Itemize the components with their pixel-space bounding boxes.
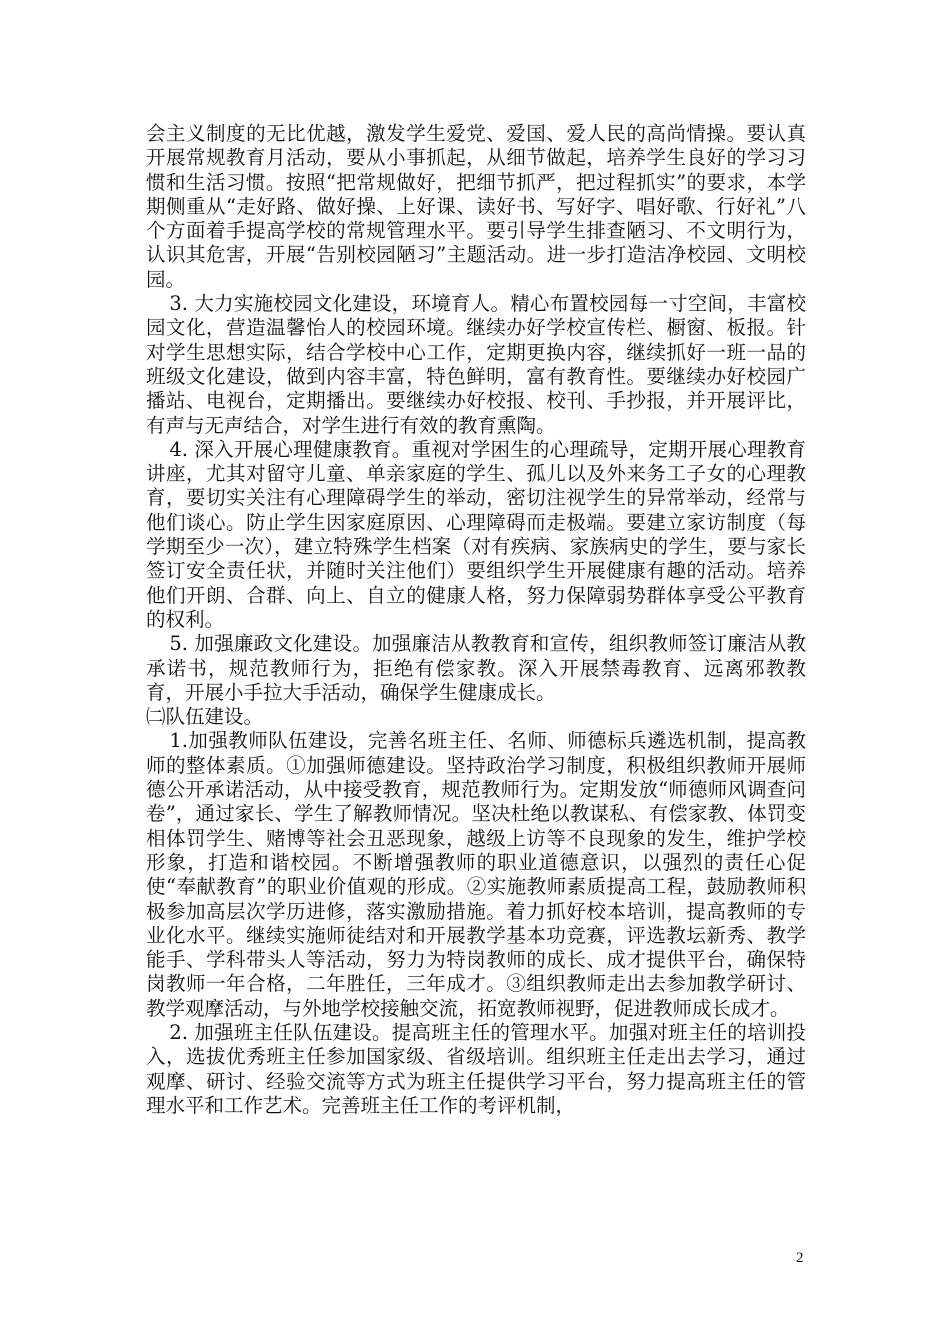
- page-number: 2: [796, 1250, 804, 1266]
- paragraph-head-teacher-team: 2. 加强班主任队伍建设。提高班主任的管理水平。加强对班主任的培训投入，选拔优秀班主任参加国家级、省级培训。组织班主任走出去学习，通过观摩、研讨、经验交流等方式为班主任提供学习平台，努力提高班主任的管理水平和工作艺术。完善班主任工作的考评机制，: [146, 1020, 806, 1117]
- document-body: [146, 122, 806, 1118]
- paragraph-mental-health: 4. 深入开展心理健康教育。重视对学困生的心理疏导，定期开展心理教育讲座，尤其对留守儿童、单亲家庭的学生、孤儿以及外来务工子女的心理教育，要切实关注有心理障碍学生的举动，密切注视学生的异常举动，经常与他们谈心。防止学生因家庭原因、心理障碍而走极端。要建立家访制度（每学期至少一次），建立特殊学生档案（对有疾病、家族病史的学生，要与家长签订安全责任状，并随时关注他们）要组织学生开展健康有趣的活动。培养他们开朗、合群、向上、自立的健康人格，努力保障弱势群体享受公平教育的权利。: [146, 437, 806, 631]
- section-heading-team-building: ㈡队伍建设。: [146, 705, 264, 729]
- paragraph-teacher-team: 1.加强教师队伍建设，完善名班主任、名师、师德标兵遴选机制，提高教师的整体素质。①加强师德建设。坚持政治学习制度，积极组织教师开展师德公开承诺活动，从中接受教育，规范教师行为。定期发放“师德师风调查问卷”，通过家长、学生了解教师情况。坚决杜绝以教谋私、有偿家教、体罚变相体罚学生、赌博等社会丑恶现象，越级上访等不良现象的发生，维护学校形象，打造和谐校园。不断增强教师的职业道德意识，以强烈的责任心促使“奉献教育”的职业价值观的形成。②实施教师素质提高工程，鼓励教师积极参加高层次学历进修，落实激励措施。着力抓好校本培训，提高教师的专业化水平。继续实施师徒结对和开展教学基本功竞赛，评选教坛新秀、教学能手、学科带头人等活动，努力为特岗教师的成长、成才提供平台，确保特岗教师一年合格，二年胜任，三年成才。③组织教师走出去参加教学研讨、教学观摩活动，与外地学校接触交流，拓宽教师视野，促进教师成长成才。: [146, 729, 806, 1020]
- paragraph-campus-culture: 3. 大力实施校园文化建设，环境育人。精心布置校园每一寸空间，丰富校园文化，营造温馨怡人的校园环境。继续办好学校宣传栏、橱窗、板报。针对学生思想实际，结合学校中心工作，定期更换内容，继续抓好一班一品的班级文化建设，做到内容丰富，特色鲜明，富有教育性。要继续办好校园广播站、电视台，定期播出。要继续办好校报、校刊、手抄报，并开展评比，有声与无声结合，对学生进行有效的教育熏陶。: [146, 292, 806, 437]
- paragraph-integrity-culture: 5. 加强廉政文化建设。加强廉洁从教教育和宣传，组织教师签订廉洁从教承诺书，规范教师行为，拒绝有偿家教。深入开展禁毒教育、远离邪教教育，开展小手拉大手活动，确保学生健康成长。: [146, 632, 806, 704]
- paragraph-continuation: 会主义制度的无比优越，激发学生爱党、爱国、爱人民的高尚情操。要认真开展常规教育月活动，要从小事抓起，从细节做起，培养学生良好的学习习惯和生活习惯。按照“把常规做好，把细节抓严，把过程抓实”的要求，本学期侧重从“走好路、做好操、上好课、读好书、写好字、唱好歌、行好礼”八个方面着手提高学校的常规管理水平。要引导学生排查陋习、不文明行为，认识其危害，开展“告别校园陋习”主题活动。进一步打造洁净校园、文明校园。: [146, 122, 806, 291]
